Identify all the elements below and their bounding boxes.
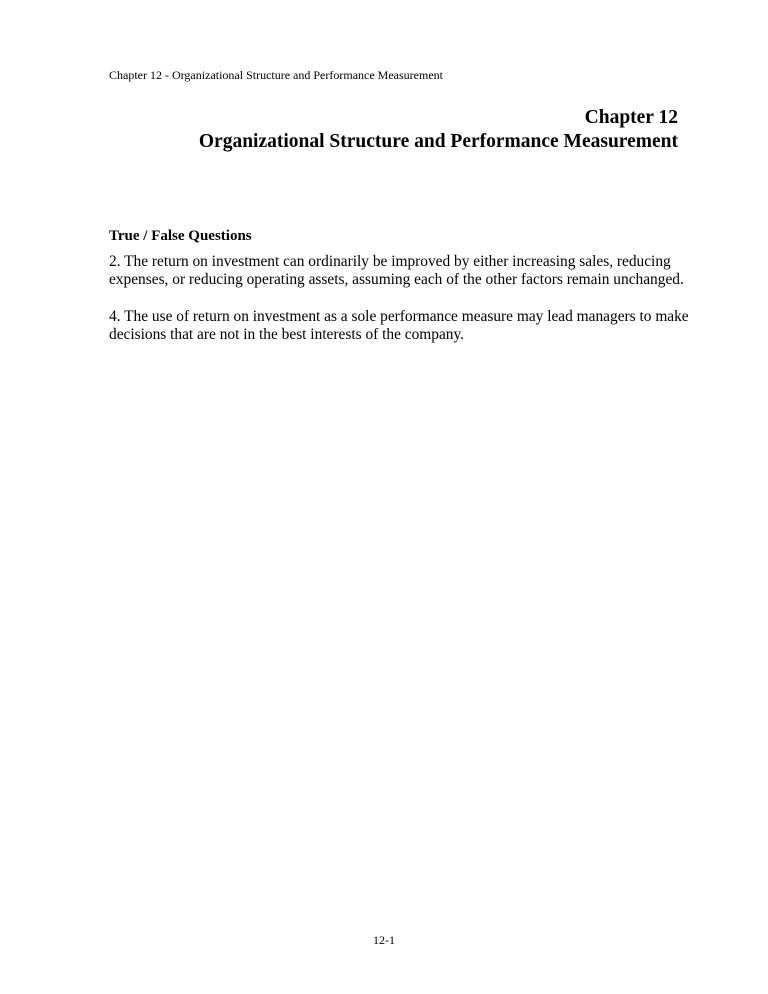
question-item: 2. The return on investment can ordinarily be improved by either increasing sales, reducing expenses, or reducing operating assets, assuming each of the other factors remain unchanged. <box>109 253 684 288</box>
chapter-name: Organizational Structure and Performance Measurement <box>198 131 678 152</box>
question-item: 4. The use of return on investment as a sole performance measure may lead managers to make decisions that are not in the best interests of the company. <box>109 308 689 343</box>
chapter-number: Chapter 12 <box>584 107 678 128</box>
section-heading: True / False Questions <box>109 228 252 244</box>
running-header: Chapter 12 - Organizational Structure and Performance Measurement <box>109 68 443 82</box>
chapter-title <box>199 106 678 154</box>
page-number: 12-1 <box>373 933 395 947</box>
